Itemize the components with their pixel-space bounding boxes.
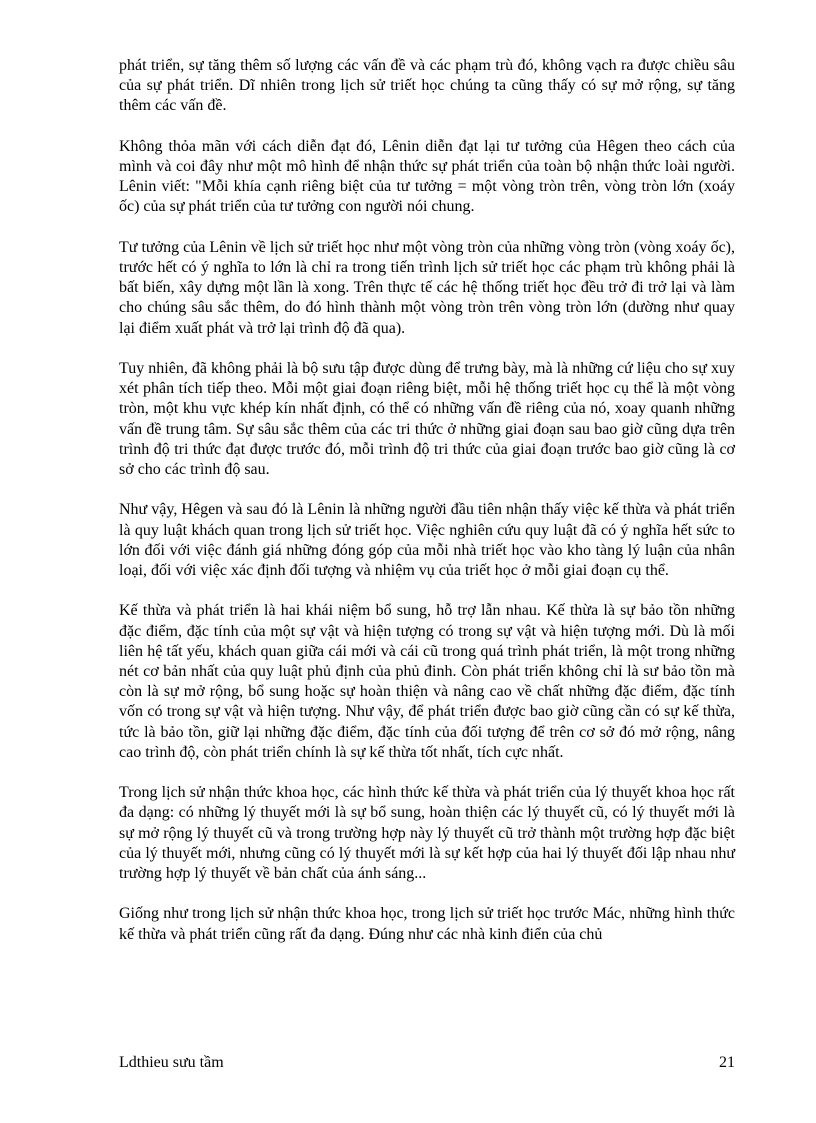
paragraph-6: Kế thừa và phát triển là hai khái niệm bổ sung, hỗ trợ lẫn nhau. Kế thừa là sự bảo tồn những đặc điểm, đặc tính của một sự vật và hiện tượng có trong sự vật và hiện tượng mới. Dù là mối liên hệ tất yếu, khách quan giữa cái mới và cái cũ trong quá trình phát triển, là một trong những nét cơ bản nhất của quy luật phủ định của phủ đinh. Còn phát triển không chỉ là sư bảo tồn mà còn là sự mở rộng, bổ sung hoặc sự hoàn thiện và nâng cao về chất những đặc điểm, đặc tính vốn có trong sự vật và hiện tượng. Như vậy, để phát triển được bao giờ cũng cần có sự kế thừa, tức là bảo tồn, giữ lại những đặc điểm, đặc tính của đối tượng để trên cơ sở đó mở rộng, nâng cao trình độ, còn phát triển chính là sự kế thừa tốt nhất, tích cực nhất. (119, 602, 735, 761)
paragraph-7: Trong lịch sử nhận thức khoa học, các hình thức kế thừa và phát triển của lý thuyết khoa học rất đa dạng: có những lý thuyết mới là sự bổ sung, hoàn thiện các lý thuyết cũ, có lý thuyết mới là sự mở rộng lý thuyết cũ và trong trường hợp này lý thuyết cũ trở thành một trường hợp đặc biệt của lý thuyết mới, nhưng cũng có lý thuyết mới là sự kết hợp của hai lý thuyết đối lập nhau như trường hợp lý thuyết về bản chất của ánh sáng... (119, 784, 735, 883)
page-footer (119, 1053, 735, 1073)
paragraph-5: Như vậy, Hêgen và sau đó là Lênin là những người đầu tiên nhận thấy việc kế thừa và phát triển là quy luật khách quan trong lịch sử triết học. Việc nghiên cứu quy luật đã có ý nghĩa hết sức to lớn đối với việc đánh giá những đóng góp của mỗi nhà triết học vào kho tàng lý luận của nhân loại, đối với việc xác định đối tượng và nhiệm vụ của triết học ở mỗi giai đoạn cụ thể. (119, 501, 735, 580)
page-number: 21 (719, 1054, 735, 1071)
paragraph-1: phát triển, sự tăng thêm số lượng các vấn đề và các phạm trù đó, không vạch ra được chiều sâu của sự phát triển. Dĩ nhiên trong lịch sử triết học chúng ta cũng thấy có sự mở rộng, sự tăng thêm các vấn đề. (119, 57, 735, 115)
body-text (119, 56, 735, 965)
paragraph-4: Tuy nhiên, đã không phải là bộ sưu tập được dùng để trưng bày, mà là những cứ liệu cho sự xuy xét phân tích tiếp theo. Mỗi một giai đoạn riêng biệt, mỗi hệ thống triết học cụ thể là một vòng tròn, một khu vực khép kín nhất định, có thể có những vấn đề riêng của nó, xoay quanh những vấn đề trung tâm. Sự sâu sắc thêm của các tri thức ở những giai đoạn sau bao giờ cũng dựa trên trình độ tri thức đạt được trước đó, mỗi trình độ tri thức của giai đoạn trước bao giờ cũng là cơ sở cho các trình độ sau. (119, 360, 735, 479)
paragraph-2: Không thỏa mãn với cách diễn đạt đó, Lênin diễn đạt lại tư tưởng của Hêgen theo cách của mình và coi đây như một mô hình để nhận thức sự phát triển của toàn bộ nhận thức loài người. Lênin viết: "Mỗi khía cạnh riêng biệt của tư tưởng = một vòng tròn trên, vòng tròn lớn (xoáy ốc) của sự phát triển của tư tưởng con người nói chung. (119, 137, 735, 216)
footer-source: Ldthieu sưu tầm (119, 1054, 224, 1071)
paragraph-3: Tư tưởng của Lênin về lịch sử triết học như một vòng tròn của những vòng tròn (vòng xoáy ốc), trước hết có ý nghĩa to lớn là chỉ ra trong tiến trình lịch sử triết học các phạm trù không phải là bất biến, xây dựng một lần là xong. Trên thực tế các hệ thống triết học đều trở đi trở lại và làm cho chúng sâu sắc thêm, do đó hình thành một vòng tròn trên vòng tròn lớn (dường như quay lại điểm xuất phát và trở lại trình độ đã qua). (119, 238, 735, 337)
paragraph-8: Giống như trong lịch sử nhận thức khoa học, trong lịch sử triết học trước Mác, những hình thức kế thừa và phát triển cũng rất đa dạng. Đúng như các nhà kinh điển của chủ (119, 905, 735, 943)
